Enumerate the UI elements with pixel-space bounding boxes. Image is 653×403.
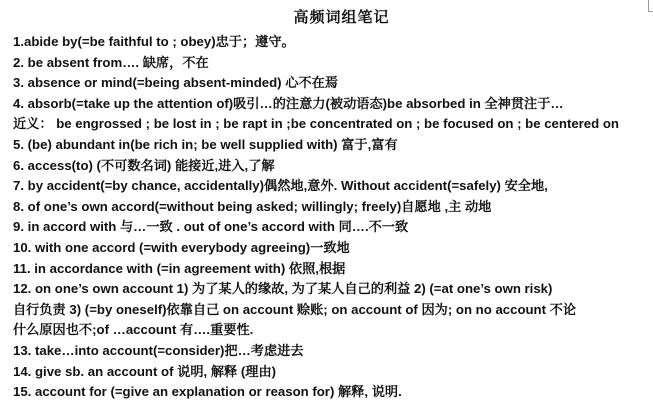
note-line: 15. account for (=give an explanation or reason for) 解释, 说明. — [13, 384, 402, 400]
note-line: 14. give sb. an account of 说明, 解释 (理由) — [13, 363, 277, 379]
document-title: 高频词组笔记 — [293, 9, 390, 26]
note-line: 11. in accordance with (=in agreement with) 依照,根据 — [13, 260, 346, 276]
note-line: 1.abide by(=be faithful to ; obey)忠于；遵守。 — [13, 34, 295, 49]
note-line: 4. absorb(=take up the attention of)吸引…的注意力(被动语态)be absorbed in 全神贯注于… — [13, 95, 564, 111]
notes-body — [13, 31, 638, 403]
note-line: 什么原因也不;of …account 有….重要性. — [13, 322, 254, 338]
note-line: 6. access(to) (不可数名词) 能接近,进入,了解 — [13, 157, 275, 173]
note-line: 13. take…into account(=consider)把…考虑进去 — [13, 342, 304, 358]
note-line: 10. with one accord (=with everybody agreeing)一致地 — [13, 239, 350, 255]
note-line: 3. absence or mind(=being absent-minded) 心不在焉 — [13, 75, 338, 91]
note-line: 近义： be engrossed ; be lost in ; be rapt in ;be concentrated on ; be focused on ; be centered on — [13, 116, 619, 132]
note-line: 12. on one’s own account 1) 为了某人的缘故, 为了某人自己的利益 2) (=at one’s own risk) — [13, 281, 553, 297]
note-line: 7. by accident(=by chance, accidentally)偶然地,意外. Without accident(=safely) 安全地, — [13, 178, 548, 194]
note-line: 自行负责 3) (=by oneself)依靠自己 on account 赊账; on account of 因为; on no account 不论 — [13, 301, 577, 317]
note-line: 5. (be) abundant in(be rich in; be well supplied with) 富于,富有 — [13, 136, 398, 152]
note-line: 9. in accord with 与…一致 . out of one’s accord with 同….不一致 — [13, 219, 409, 235]
note-line: 8. of one’s own accord(=without being asked; willingly; freely)自愿地 ,主 动地 — [13, 198, 492, 214]
note-line: 2. be absent from…. 缺席，不在 — [13, 54, 209, 70]
